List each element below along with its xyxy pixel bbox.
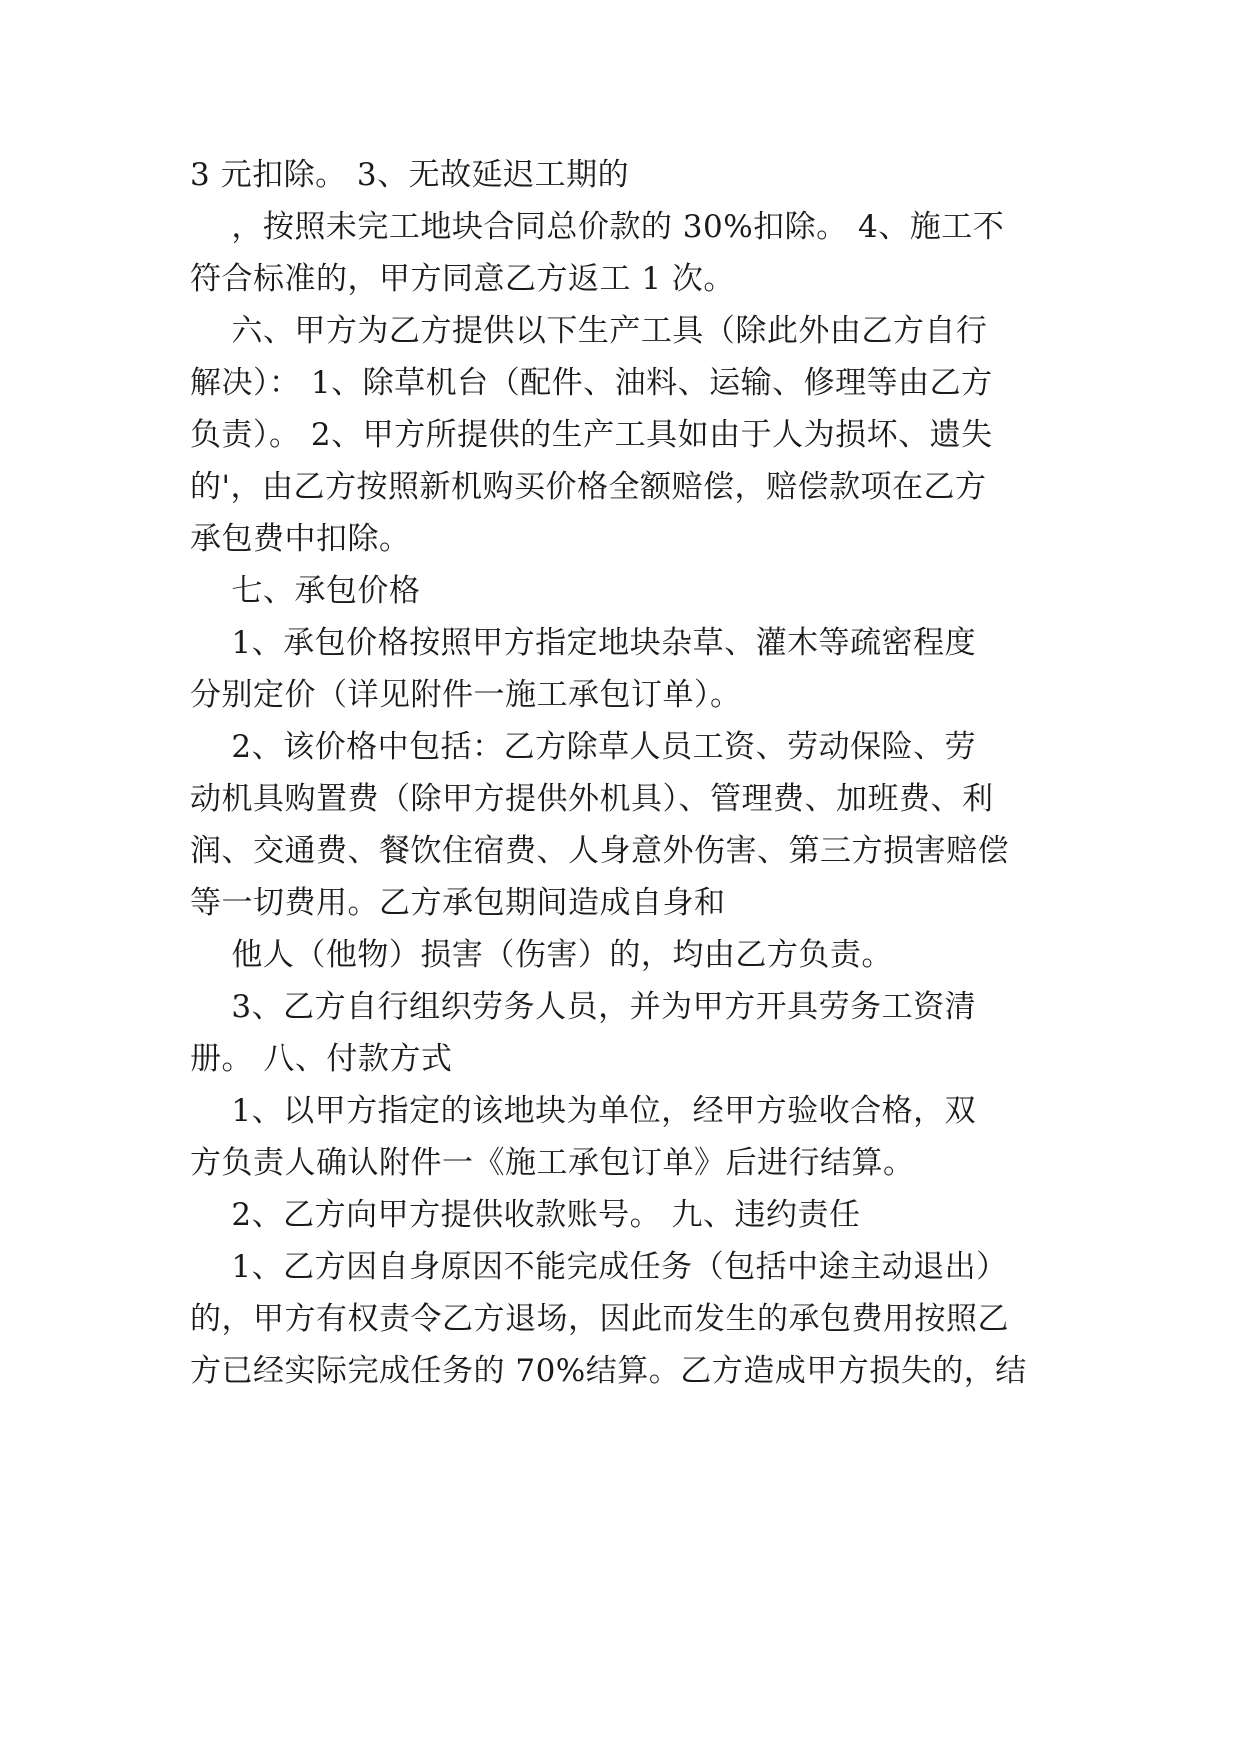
text-line: 解决）： 1、除草机台（配件、油料、运输、修理等由乙方 — [190, 365, 993, 401]
text-line: 1、承包价格按照甲方指定地块杂草、灌木等疏密程度 — [190, 625, 977, 661]
text-line: 方已经实际完成任务的 70%结算。乙方造成甲方损失的，结 — [190, 1353, 1027, 1389]
text-line: 等一切费用。乙方承包期间造成自身和 — [190, 885, 726, 921]
text-line: 1、以甲方指定的该地块为单位，经甲方验收合格，双 — [190, 1093, 977, 1129]
text-line: ，按照未完工地块合同总价款的 30%扣除。 4、施工不 — [190, 209, 1005, 245]
text-line: 3、乙方自行组织劳务人员，并为甲方开具劳务工资清 — [190, 989, 977, 1025]
text-line: 分别定价（详见附件一施工承包订单）。 — [190, 677, 742, 713]
text-line: 动机具购置费（除甲方提供外机具）、管理费、加班费、利 — [190, 781, 994, 817]
text-line: 承包费中扣除。 — [190, 521, 411, 557]
text-line: 方负责人确认附件一《施工承包订单》后进行结算。 — [190, 1145, 915, 1181]
text-line: 润、交通费、餐饮住宿费、人身意外伤害、第三方损害赔偿 — [190, 833, 1009, 869]
text-line: 3 元扣除。 3、无故延迟工期的 — [190, 157, 630, 193]
text-line: 他人（他物）损害（伤害）的，均由乙方负责。 — [190, 937, 893, 973]
text-line: 1、乙方因自身原因不能完成任务（包括中途主动退出） — [190, 1249, 1008, 1285]
text-line: 的'，由乙方按照新机购买价格全额赔偿，赔偿款项在乙方 — [190, 469, 987, 505]
text-line: 负责）。 2、甲方所提供的生产工具如由于人为损坏、遗失 — [190, 417, 993, 453]
text-line: 2、乙方向甲方提供收款账号。 九、违约责任 — [190, 1197, 861, 1233]
text-line: 符合标准的，甲方同意乙方返工 1 次。 — [190, 261, 735, 297]
text-line: 册。 八、付款方式 — [190, 1041, 453, 1077]
section-heading: 七、承包价格 — [190, 573, 421, 609]
text-line: 的，甲方有权责令乙方退场，因此而发生的承包费用按照乙 — [190, 1301, 1009, 1337]
text-line: 2、该价格中包括：乙方除草人员工资、劳动保险、劳 — [190, 729, 977, 765]
text-line: 六、甲方为乙方提供以下生产工具（除此外由乙方自行 — [190, 313, 988, 349]
